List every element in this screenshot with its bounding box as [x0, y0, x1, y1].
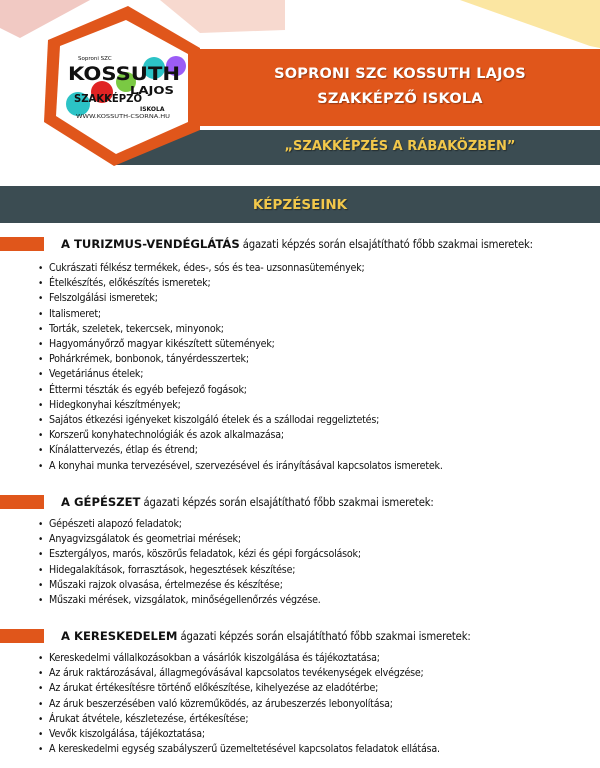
bullet-icon: •	[38, 323, 44, 335]
list-item: • Az áruk raktározásával, állagmegóvásával kapcsolatos tevékenységek elvégzése;	[38, 666, 440, 681]
bullet-icon: •	[38, 384, 44, 396]
list-item: • A kereskedelmi egység szabályszerű üzemeltetésével kapcsolatos feladatok ellátása.	[38, 742, 440, 757]
logo-text-iskola: ISKOLA	[140, 106, 165, 113]
block-heading	[61, 237, 533, 251]
list-item: • Az áruk beszerzésében való közreműködés, az árubeszerzés lebonyolítása;	[38, 697, 440, 712]
bullet-icon: •	[38, 445, 44, 457]
list-item: • Anyagvizsgálatok és geometriai mérések;	[38, 532, 361, 547]
list-item: • Hidegkonyhai készítmények;	[38, 398, 443, 413]
list-item: • Cukrászati félkész termékek, édes-, sós és tea- uzsonnasütemények;	[38, 261, 443, 276]
list-item: • Hidegalakítások, forrasztások, hegesztések készítése;	[38, 563, 361, 578]
bullet-icon: •	[38, 534, 44, 546]
bullet-icon: •	[38, 278, 44, 290]
skills-list	[38, 261, 443, 474]
bullet-icon: •	[38, 399, 44, 411]
decorative-yellow-shape	[380, 0, 600, 50]
skills-list	[38, 651, 440, 757]
block-heading	[61, 629, 471, 643]
block-heading	[61, 495, 434, 509]
list-item: • Torták, szeletek, tekercsek, minyonok;	[38, 322, 443, 337]
block-heading-rest: ágazati képzés során elsajátítható főbb szakmai ismeretek:	[239, 238, 533, 251]
list-item: • Az árukat értékesítésre történő előkészítése, kihelyezése az eladótérbe;	[38, 681, 440, 696]
orange-marker	[0, 237, 44, 251]
bullet-icon: •	[38, 460, 44, 472]
bullet-icon: •	[38, 668, 44, 680]
skills-list	[38, 517, 361, 608]
list-item: • Gépészeti alapozó feladatok;	[38, 517, 361, 532]
bullet-icon: •	[38, 519, 44, 530]
school-title	[240, 62, 560, 112]
block-heading-field: A GÉPÉSZET	[61, 495, 141, 509]
bullet-icon: •	[38, 369, 44, 381]
bullet-icon: •	[38, 729, 44, 741]
logo-text-main: KOSSUTH	[68, 63, 180, 85]
bullet-icon: •	[38, 415, 44, 427]
bullet-icon: •	[38, 293, 44, 305]
bullet-icon: •	[38, 579, 44, 591]
list-item: • Kereskedelmi vállalkozásokban a vásárlók kiszolgálása és tájékoztatása;	[38, 651, 440, 666]
list-item: • Italismeret;	[38, 307, 443, 322]
block-heading-rest: ágazati képzés során elsajátítható főbb szakmai ismeretek:	[177, 630, 471, 643]
bullet-icon: •	[38, 698, 44, 710]
bullet-icon: •	[38, 713, 44, 725]
list-item: • Vevők kiszolgálása, tájékoztatása;	[38, 727, 440, 742]
bullet-icon: •	[38, 308, 44, 320]
logo-text-lajos: LAJOS	[130, 84, 175, 97]
list-item: • Felszolgálási ismeretek;	[38, 291, 443, 306]
list-item: • Hagyományőrző magyar kikészített sütemények;	[38, 337, 443, 352]
list-item: • Műszaki mérések, vizsgálatok, minőségellenőrzés végzése.	[38, 593, 361, 608]
list-item: • Korszerű konyhatechnológiák és azok alkalmazása;	[38, 428, 443, 443]
logo-text-small: Soproni SZC	[78, 56, 112, 62]
list-item: • Ételkészítés, előkészítés ismeretek;	[38, 276, 443, 291]
list-item: • Esztergályos, marós, köszörűs feladatok, kézi és gépi forgácsolások;	[38, 547, 361, 562]
list-item: • Éttermi tészták és egyéb befejező fogások;	[38, 383, 443, 398]
orange-marker	[0, 629, 44, 643]
bullet-icon: •	[38, 339, 44, 351]
block-heading-field: A TURIZMUS-VENDÉGLÁTÁS	[61, 237, 240, 251]
bullet-icon: •	[38, 430, 44, 442]
school-motto: „SZAKKÉPZÉS A RÁBAKÖZBEN”	[284, 139, 516, 154]
list-item: • Árukat átvétele, készletezése, értékesítése;	[38, 712, 440, 727]
list-item: • Kínálattervezés, étlap és étrend;	[38, 443, 443, 458]
list-item: • A konyhai munka tervezésével, szervezésével és irányításával kapcsolatos ismeretek.	[38, 459, 443, 474]
list-item: • Sajátos étkezési igényeket kiszolgáló ételek és a szállodai reggeliztetés;	[38, 413, 443, 428]
section-title-bar	[0, 186, 600, 223]
list-item: • Pohárkrémek, bonbonok, tányérdesszertek;	[38, 352, 443, 367]
school-title-line-2: SZAKKÉPZŐ ISKOLA	[317, 91, 483, 107]
block-heading-field: A KERESKEDELEM	[61, 629, 178, 643]
orange-marker	[0, 495, 44, 509]
bullet-icon: •	[38, 683, 44, 695]
bullet-icon: •	[38, 549, 44, 561]
bullet-icon: •	[38, 354, 44, 366]
section-title: KÉPZÉSEINK	[252, 196, 348, 213]
bullet-icon: •	[38, 595, 44, 607]
list-item: • Műszaki rajzok olvasása, értelmezése és készítése;	[38, 578, 361, 593]
list-item: • Vegetáriánus ételek;	[38, 367, 443, 382]
school-title-line-1: SOPRONI SZC KOSSUTH LAJOS	[274, 66, 526, 82]
bullet-icon: •	[38, 653, 44, 664]
bullet-icon: •	[38, 744, 44, 756]
school-logo	[42, 4, 202, 168]
bullet-icon: •	[38, 564, 44, 576]
bullet-icon: •	[38, 263, 44, 274]
logo-text-szakkepzo: SZAKKÉPZŐ	[74, 92, 149, 105]
block-heading-rest: ágazati képzés során elsajátítható főbb szakmai ismeretek:	[140, 496, 434, 509]
logo-url: WWW.KOSSUTH-CSORNA.HU	[76, 114, 171, 120]
